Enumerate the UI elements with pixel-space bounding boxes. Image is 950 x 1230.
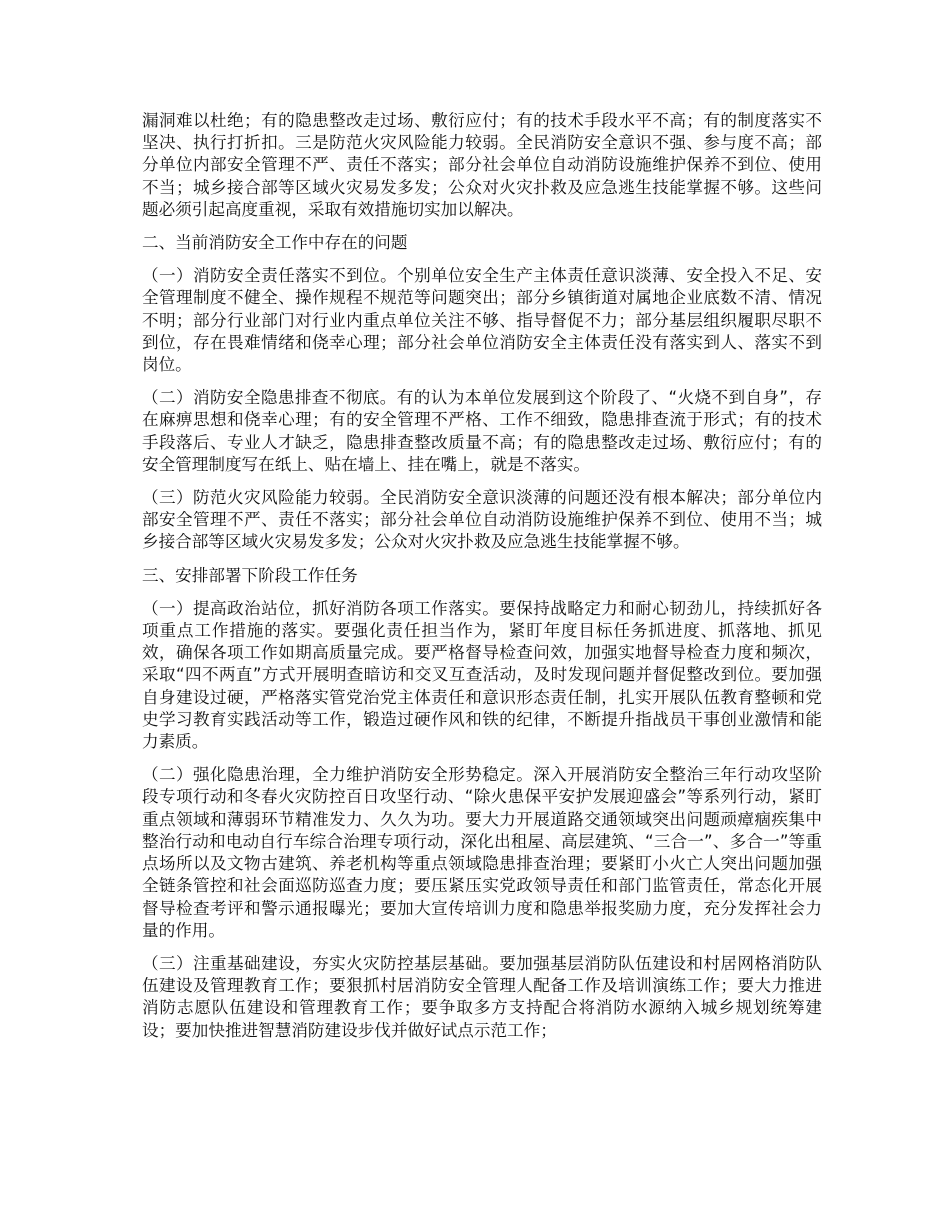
document-body: [142, 110, 822, 1053]
paragraph-3-3: （三）注重基础建设，夯实火灾防控基层基础。要加强基层消防队伍建设和村居网格消防队伍建设及管理教育工作；要狠抓村居消防安全管理人配备工作及培训演练工作；要大力推进消防志愿队伍建设和管理教育工作；要争取多方支持配合将消防水源纳入城乡规划统筹建设；要加快推进智慧消防建设步伐并做好试点示范工作；: [142, 953, 822, 1040]
paragraph-2-1: （一）消防安全责任落实不到位。个别单位安全生产主体责任意识淡薄、安全投入不足、安全管理制度不健全、操作规程不规范等问题突出；部分乡镇街道对属地企业底数不清、情况不明；部分行业部门对行业内重点单位关注不够、指导督促不力；部分基层组织履职尽职不到位，存在畏难情绪和侥幸心理；部分社会单位消防安全主体责任没有落实到人、落实不到岗位。: [142, 266, 822, 375]
paragraph-2-2: （二）消防安全隐患排查不彻底。有的认为本单位发展到这个阶段了、“火烧不到自身”，存在麻痹思想和侥幸心理；有的安全管理不严格、工作不细致，隐患排查流于形式；有的技术手段落后、专业人才缺乏，隐患排查整改质量不高；有的隐患整改走过场、敷衍应付；有的安全管理制度写在纸上、贴在墙上、挂在嘴上，就是不落实。: [142, 388, 822, 474]
paragraph-3-2: （二）强化隐患治理，全力维护消防安全形势稳定。深入开展消防安全整治三年行动攻坚阶段专项行动和冬春火灾防控百日攻坚行动、“除火患保平安护发展迎盛会”等系列行动，紧盯重点领域和薄弱环节精准发力、久久为功。要大力开展道路交通领域突出问题顽瘴痼疾集中整治行动和电动自行车综合治理专项行动，深化出租屋、高层建筑、“三合一”、多合一”等重点场所以及文物古建筑、养老机构等重点领域隐患排查治理；要紧盯小火亡人突出问题加强全链条管控和社会面巡防巡查力度；要压紧压实党政领导责任和部门监管责任，常态化开展督导检查考评和警示通报曝光；要加大宣传培训力度和隐患举报奖励力度，充分发挥社会力量的作用。: [142, 765, 822, 940]
paragraph-3-1: （一）提高政治站位，抓好消防各项工作落实。要保持战略定力和耐心韧劲儿，持续抓好各项重点工作措施的落实。要强化责任担当作为，紧盯年度目标任务抓进度、抓落地、抓见效，确保各项工作如期高质量完成。要严格督导检查问效，加强实地督导检查力度和频次，采取“四不两直”方式开展明查暗访和交叉互查活动，及时发现问题并督促整改到位。要加强自身建设过硬，严格落实管党治党主体责任和意识形态责任制，扎实开展队伍教育整顿和党史学习教育实践活动等工作，锻造过硬作风和铁的纪律，不断提升指战员干事创业激情和能力素质。: [142, 598, 822, 752]
section-heading-3: 三、安排部署下阶段工作任务: [142, 565, 358, 585]
paragraph-2-3: （三）防范火灾风险能力较弱。全民消防安全意识淡薄的问题还没有根本解决；部分单位内部安全管理不严、责任不落实；部分社会单位自动消防设施维护保养不到位、使用不当；城乡接合部等区域火灾易发多发；公众对火灾扑救及应急逃生技能掌握不够。: [142, 488, 822, 552]
section-heading-2: 二、当前消防安全工作中存在的问题: [142, 233, 408, 253]
paragraph-intro-continuation: 漏洞难以杜绝；有的隐患整改走过场、敷衍应付；有的技术手段水平不高；有的制度落实不坚决、执行打折扣。三是防范火灾风险能力较弱。全民消防安全意识不强、参与度不高；部分单位内部安全管理不严、责任不落实；部分社会单位自动消防设施维护保养不到位、使用不当；城乡接合部等区域火灾易发多发；公众对火灾扑救及应急逃生技能掌握不够。这些问题必须引起高度重视，采取有效措施切实加以解决。: [142, 111, 822, 219]
